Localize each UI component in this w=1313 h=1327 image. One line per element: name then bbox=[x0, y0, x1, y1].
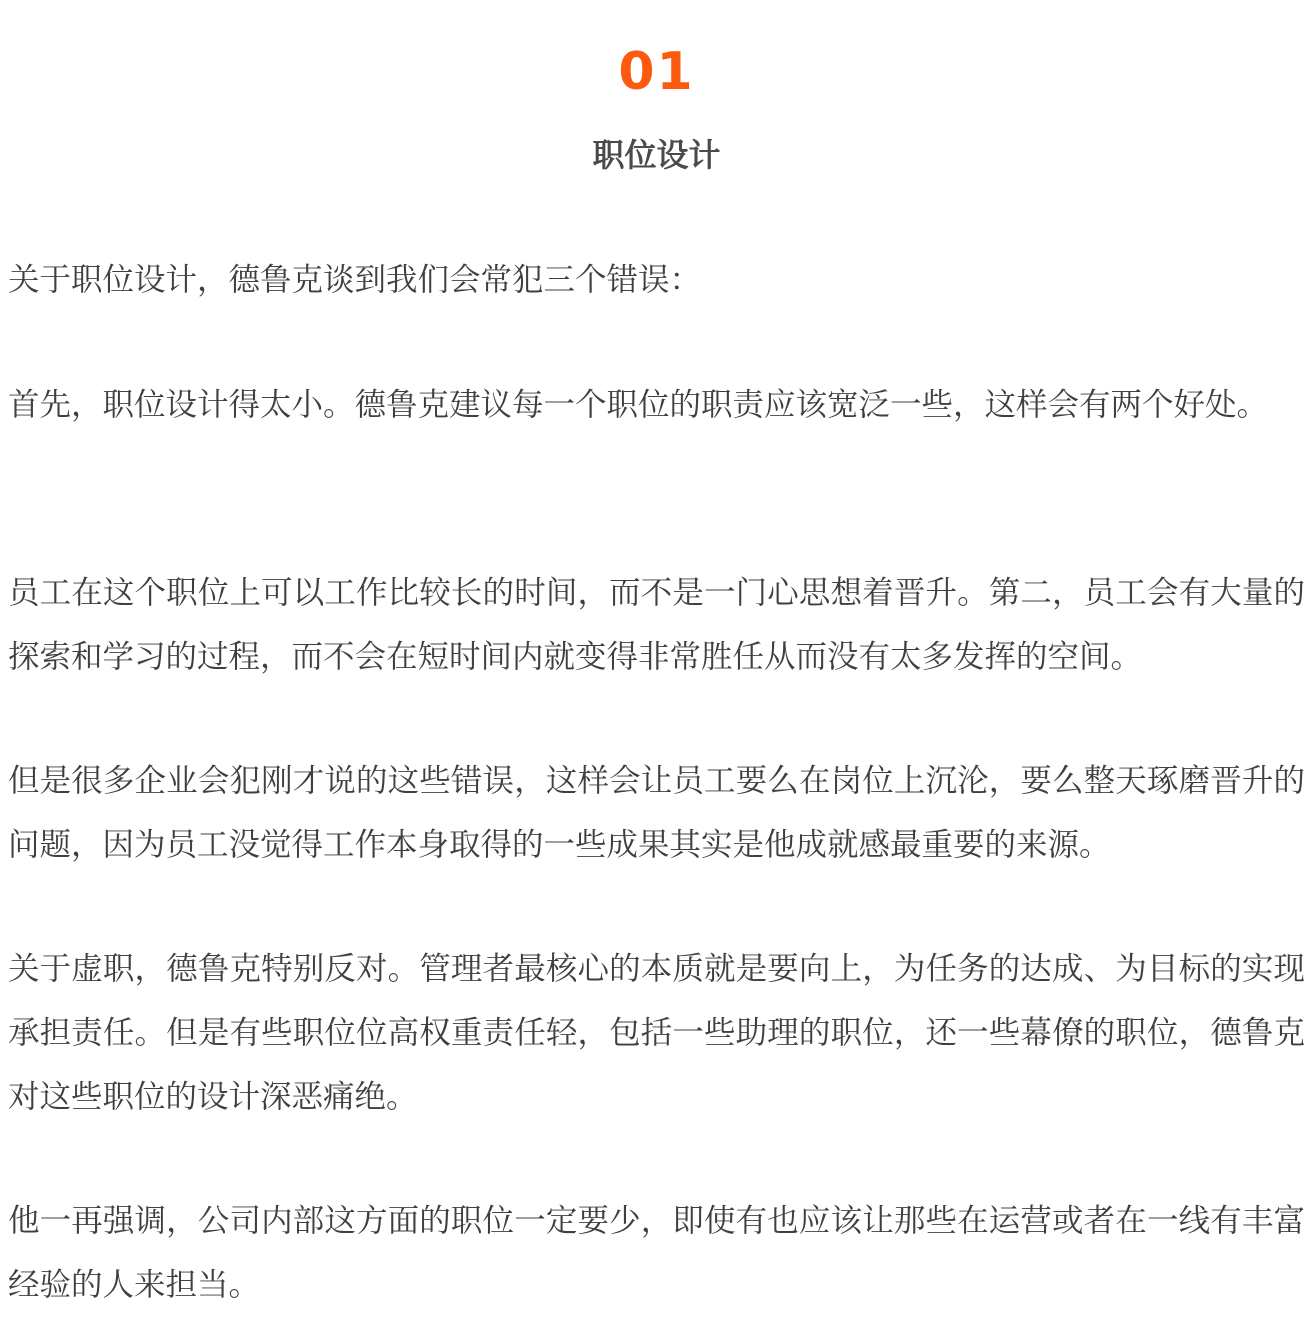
paragraph: 关于职位设计，德鲁克谈到我们会常犯三个错误： bbox=[8, 262, 702, 298]
paragraph: 他一再强调，公司内部这方面的职位一定要少，即使有也应该让那些在运营或者在一线有丰富经验的人来担当。 bbox=[8, 1203, 1305, 1303]
section-title: 职位设计 bbox=[592, 136, 721, 174]
paragraph: 首先，职位设计得太小。德鲁克建议每一个职位的职责应该宽泛一些，这样会有两个好处。 bbox=[8, 387, 1269, 423]
section-number: 01 bbox=[618, 42, 695, 102]
paragraph: 员工在这个职位上可以工作比较长的时间，而不是一门心思想着晋升。第二，员工会有大量的探索和学习的过程，而不会在短时间内就变得非常胜任从而没有太多发挥的空间。 bbox=[8, 575, 1305, 675]
paragraph: 关于虚职，德鲁克特别反对。管理者最核心的本质就是要向上，为任务的达成、为目标的实现承担责任。但是有些职位位高权重责任轻，包括一些助理的职位，还一些幕僚的职位，德鲁克对这些职位的设计深恶痛绝。 bbox=[8, 951, 1305, 1115]
paragraph: 但是很多企业会犯刚才说的这些错误，这样会让员工要么在岗位上沉沦，要么整天琢磨晋升的问题，因为员工没觉得工作本身取得的一些成果其实是他成就感最重要的来源。 bbox=[8, 763, 1305, 863]
